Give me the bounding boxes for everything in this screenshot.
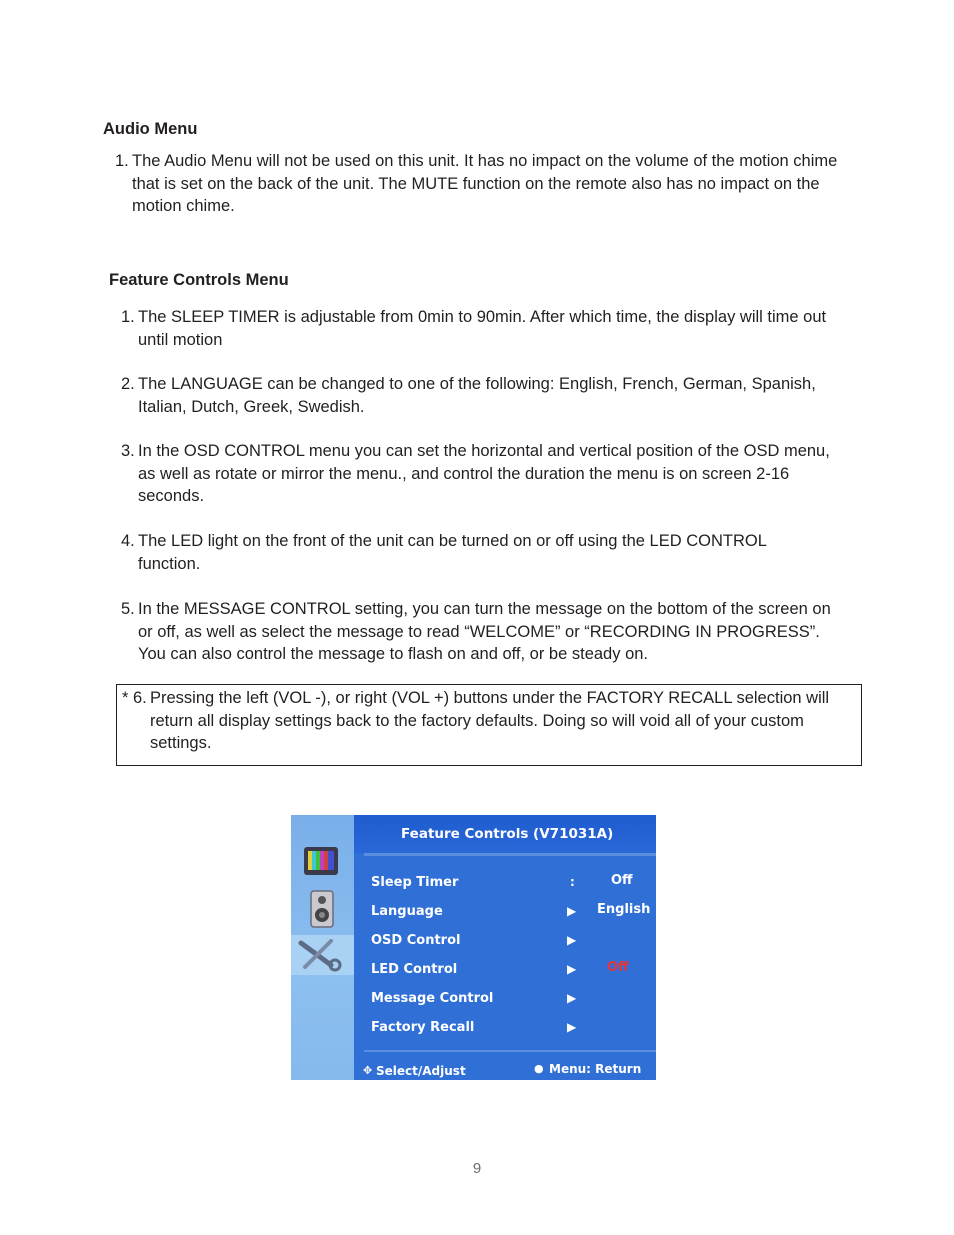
osd-row-marker: ▶ xyxy=(567,1020,577,1034)
osd-footer-left: Select/Adjust xyxy=(376,1064,466,1078)
osd-row-marker: ▶ xyxy=(567,904,577,918)
tools-icon xyxy=(291,935,354,975)
osd-row-value: English xyxy=(597,902,651,917)
item-text: In the OSD CONTROL menu you can set the horizontal and vertical position of the OSD menu, as well as rotate or mirror the menu., and control the duration the menu is on screen 2-16 seconds. xyxy=(138,442,830,505)
item-number: 1. xyxy=(115,152,129,170)
menu-dot-icon: ● xyxy=(534,1062,544,1075)
osd-row-label: Message Control xyxy=(371,991,494,1006)
osd-row-sleep-timer xyxy=(371,866,656,894)
osd-row-factory-recall xyxy=(371,1011,656,1039)
item-number: 1. xyxy=(121,308,135,326)
osd-footer-right: Menu: Return xyxy=(549,1062,642,1076)
item-text: The LANGUAGE can be changed to one of the following: English, French, German, Spanish, Italian, Dutch, Greek, Swedish. xyxy=(138,375,816,416)
osd-row-osd-control xyxy=(371,924,656,952)
osd-sidebar xyxy=(291,815,354,1080)
item-number: 3. xyxy=(121,442,135,460)
item-text: The LED light on the front of the unit can be turned on or off using the LED CONTROL function. xyxy=(138,532,767,573)
osd-feature-controls-screenshot xyxy=(291,815,656,1080)
tv-icon xyxy=(299,843,345,883)
feature-item-3 xyxy=(121,440,851,508)
item-text: Pressing the left (VOL -), or right (VOL +) buttons under the FACTORY RECALL selection will return all display settings back to the factory defaults. Doing so will void all of your custom settings. xyxy=(150,689,830,752)
feature-item-6 xyxy=(122,687,857,755)
item-number: 5. xyxy=(121,600,135,618)
osd-row-marker: ▶ xyxy=(567,991,577,1005)
osd-row-value: Off xyxy=(607,960,629,975)
feature-item-2 xyxy=(121,373,851,418)
item-text: The Audio Menu will not be used on this unit. It has no impact on the volume of the motion chime that is set on the back of the unit. The MUTE function on the remote also has no impact on the motion chime. xyxy=(132,152,838,215)
feature-item-4 xyxy=(121,530,851,575)
osd-row-marker: ▶ xyxy=(567,933,577,947)
osd-row-value: Off xyxy=(611,873,633,888)
item-text: In the MESSAGE CONTROL setting, you can turn the message on the bottom of the screen on or off, as well as select the message to read “WELCOME” or “RECORDING IN PROGRESS”. You can also control the message to flash on and off, or be steady on. xyxy=(138,600,831,663)
audio-menu-heading: Audio Menu xyxy=(103,120,198,138)
osd-footer xyxy=(354,1053,656,1080)
speaker-icon xyxy=(299,889,345,929)
osd-row-label: Language xyxy=(371,904,443,919)
osd-row-language xyxy=(371,895,656,923)
osd-row-message-control xyxy=(371,982,656,1010)
feature-item-5 xyxy=(121,598,851,666)
osd-row-label: Factory Recall xyxy=(371,1020,475,1035)
item-number: 4. xyxy=(121,532,135,550)
osd-row-led-control xyxy=(371,953,656,981)
osd-row-marker: : xyxy=(570,875,575,889)
page-number: 9 xyxy=(472,1160,482,1177)
osd-row-marker: ▶ xyxy=(567,962,577,976)
feature-item-1 xyxy=(121,306,851,351)
osd-title: Feature Controls (V71031A) xyxy=(354,815,656,853)
osd-divider xyxy=(364,853,656,856)
item-text: The SLEEP TIMER is adjustable from 0min to 90min. After which time, the display will time out until motion xyxy=(138,308,827,349)
osd-row-label: LED Control xyxy=(371,962,458,977)
osd-footer-divider xyxy=(364,1050,656,1052)
select-adjust-icon: ✥ xyxy=(363,1064,373,1077)
item-number: * 6. xyxy=(122,689,147,707)
osd-row-label: Sleep Timer xyxy=(371,875,459,890)
item-number: 2. xyxy=(121,375,135,393)
feature-controls-heading: Feature Controls Menu xyxy=(109,271,289,289)
factory-recall-note-box xyxy=(116,684,862,766)
osd-row-label: OSD Control xyxy=(371,933,461,948)
audio-item-1 xyxy=(115,150,855,218)
